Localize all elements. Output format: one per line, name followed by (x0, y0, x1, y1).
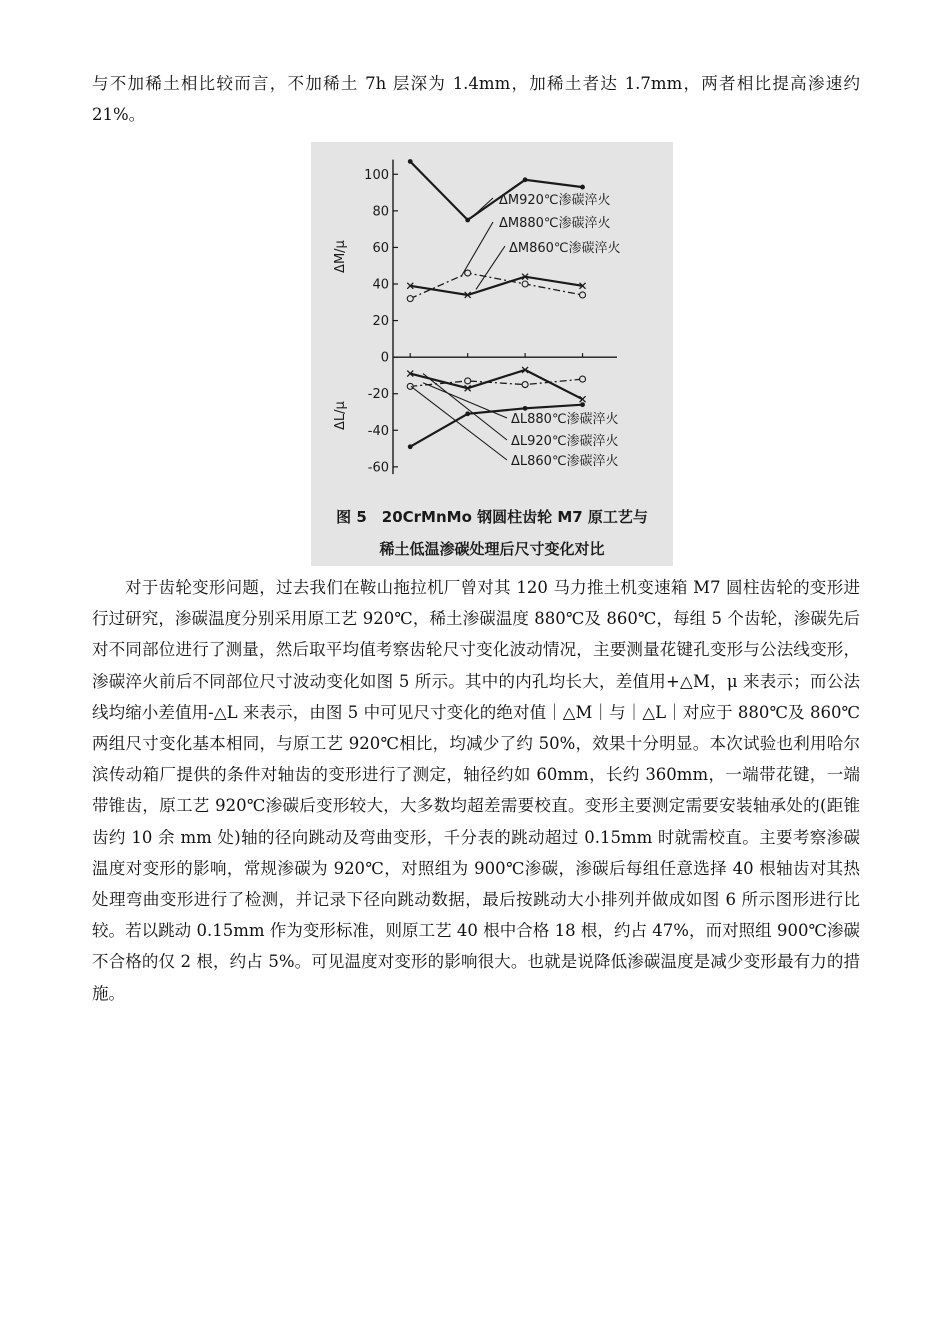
series-5-point-2 (465, 411, 470, 416)
series-leader-1 (471, 198, 493, 218)
series-5-point-1 (408, 444, 413, 449)
figure-caption-line-1: 图 5 20CrMnMo 钢圆柱齿轮 M7 原工艺与 (336, 508, 648, 526)
figure-caption-line-2: 稀土低温渗碳处理后尺寸变化对比 (379, 540, 605, 558)
series-label-6: ΔL860℃渗碳淬火 (511, 454, 619, 469)
series-label-4: ΔL880℃渗碳淬火 (511, 412, 619, 427)
y-tick-label--60: -60 (367, 460, 389, 476)
series-5-point-3 (523, 406, 528, 411)
series-label-2: ΔM880℃渗碳淬火 (499, 216, 611, 231)
y-tick-label--20: -20 (367, 387, 389, 403)
upper-y-axis-title: ΔM/μ (333, 240, 348, 273)
series-2-point-3 (522, 281, 528, 287)
series-5-point-4 (580, 402, 585, 407)
y-tick-label-40: 40 (372, 277, 389, 293)
series-leader-2 (461, 222, 493, 277)
main-paragraph: 对于齿轮变形问题，过去我们在鞍山拖拉机厂曾对其 120 马力推土机变速箱 M7 圆柱齿轮的变形进行过研究，渗碳温度分别采用原工艺 920℃，稀土渗碳温度 880℃及 860℃，每组 5 个齿轮，渗碳先后对不同部位进行了测量，然后取平均值考察齿轮尺寸变化波动情况，主要测量花键孔变形与公法线变形，渗碳淬火前后不同部位尺寸波动变化如图 5 所示。其中的内孔均长大，差值用+△M，μ 来表示；而公法线均缩小差值用-△L 来表示，由图 5 中可见尺寸变化的绝对值｜△M｜与｜△L｜对应于 880℃及 860℃两组尺寸变化基本相同，与原工艺 920℃相比，均减少了约 50%，效果十分明显。本次试验也利用哈尔滨传动箱厂提供的条件对轴齿的变形进行了测定，轴径约如 60mm，长约 360mm，一端带花键，一端带锥齿，原工艺 920℃渗碳后变形较大，大多数均超差需要校直。变形主要测定需要安装轴承处的(距锥齿约 10 余 mm 处)轴的径向跳动及弯曲变形，千分表的跳动超过 0.15mm 时就需校直。主要考察渗碳温度对变形的影响，常规渗碳为 920℃，对照组为 900℃渗碳，渗碳后每组任意选择 40 根轴齿对其热处理弯曲变形进行了检测，并记录下径向跳动数据，最后按跳动大小排列并做成如图 6 所示图形进行比较。若以跳动 0.15mm 作为变形标准，则原工艺 40 根中合格 18 根，约占 47%，而对照组 900℃渗碳不合格的仅 2 根，约占 5%。可见温度对变形的影响很大。也就是说降低渗碳温度是减少变形最有力的措施。 (92, 578, 860, 1003)
series-leader-5 (423, 374, 507, 440)
series-1-point-4 (580, 185, 585, 190)
series-line-1 (410, 162, 582, 221)
series-2-point-1 (407, 296, 413, 302)
series-leader-3 (476, 246, 505, 289)
series-2-point-4 (580, 292, 586, 298)
series-label-1: ΔM920℃渗碳淬火 (499, 193, 611, 208)
y-tick-label--40: -40 (367, 423, 389, 439)
series-1-point-2 (465, 218, 470, 223)
y-tick-label-100: 100 (364, 167, 389, 183)
series-4-point-2 (465, 378, 471, 384)
intro-paragraph: 与不加稀土相比较而言，不加稀土 7h 层深为 1.4mm，加稀土者达 1.7mm，两者相比提高渗速约 21%。 (92, 74, 860, 125)
series-2-point-2 (465, 270, 471, 276)
series-label-3: ΔM860℃渗碳淬火 (509, 241, 621, 256)
series-4-point-3 (522, 382, 528, 388)
y-tick-label-20: 20 (372, 314, 389, 330)
series-4-point-4 (580, 376, 586, 382)
dimension-change-chart (311, 142, 673, 502)
figure-5 (311, 142, 673, 566)
lower-y-axis-title: ΔL/μ (333, 401, 348, 431)
series-line-3 (410, 277, 582, 295)
series-1-point-3 (523, 177, 528, 182)
series-label-5: ΔL920℃渗碳淬火 (511, 434, 619, 449)
series-1-point-1 (408, 159, 413, 164)
y-tick-label-80: 80 (372, 204, 389, 220)
series-4-point-1 (407, 383, 413, 389)
y-tick-label-60: 60 (372, 240, 389, 256)
y-tick-label-0: 0 (380, 350, 389, 366)
